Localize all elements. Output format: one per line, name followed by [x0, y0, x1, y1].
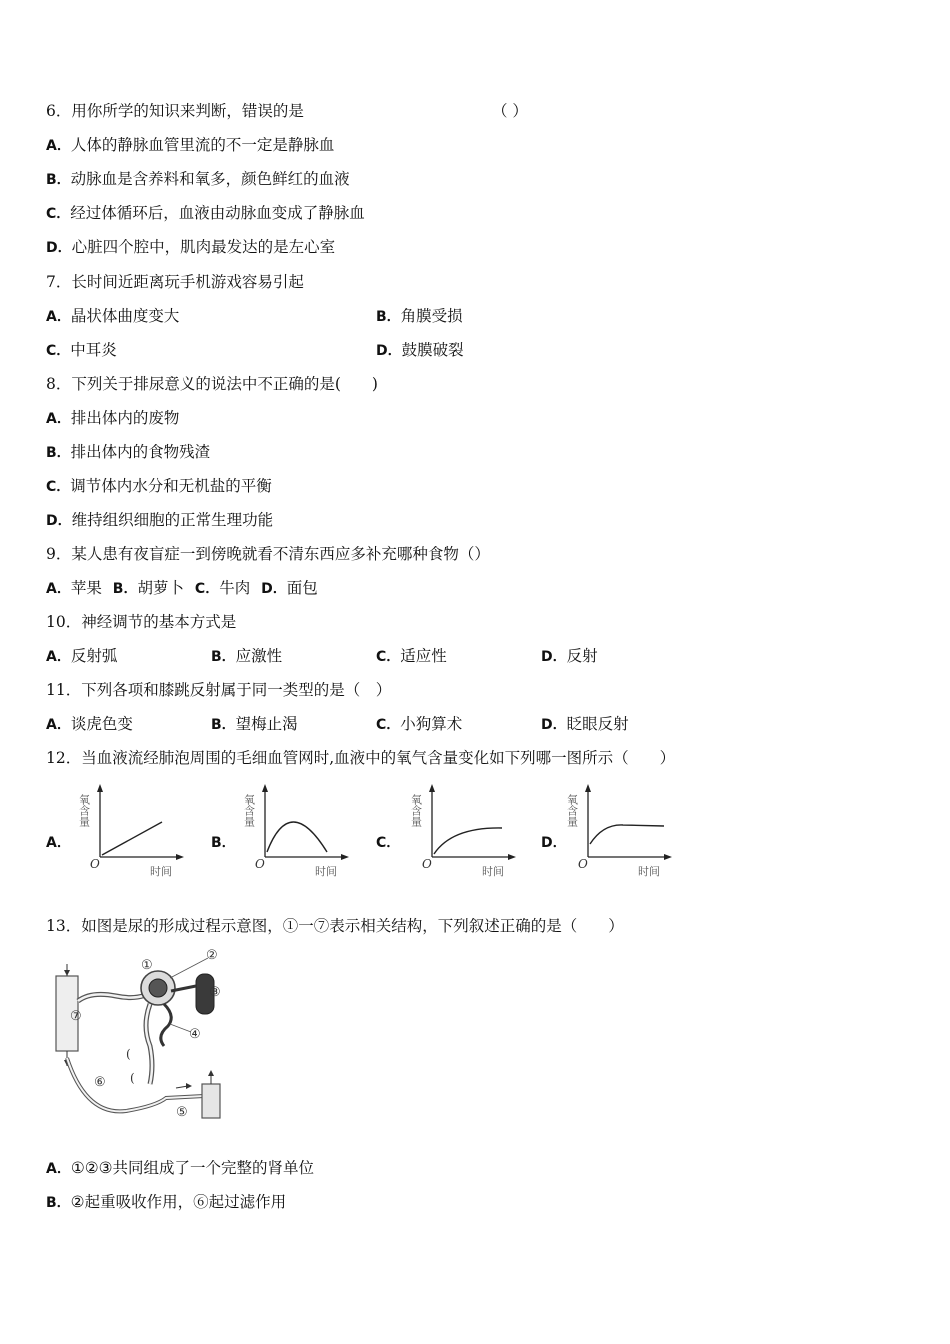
q10-option-c: C．适应性: [376, 647, 447, 665]
marker-5: ⑤: [176, 1105, 188, 1120]
x-axis-label: 时间: [315, 865, 337, 878]
marker-2: ②: [206, 948, 218, 963]
q7-option-b: B．角膜受损: [376, 307, 463, 325]
y-axis-arrow-icon: [429, 784, 435, 792]
q11-option-a: A．谈虎色变: [46, 715, 133, 733]
q12-graph-c-label: C．: [376, 835, 401, 851]
tube-6: [67, 1058, 204, 1111]
q13-option-a: A．①②③共同组成了一个完整的肾单位: [46, 1159, 315, 1177]
y-axis-label: 氧含量: [242, 794, 256, 827]
arrow-up-icon: [208, 1070, 214, 1076]
q10-option-d: D．反射: [541, 647, 598, 665]
marker-4: ④: [189, 1027, 201, 1042]
x-axis-arrow-icon: [508, 854, 516, 860]
y-axis-arrow-icon: [262, 784, 268, 792]
q7-option-a: A．晶状体曲度变大: [46, 307, 180, 325]
marker-3: ③: [209, 985, 221, 1000]
q10-option-b: B．应激性: [211, 647, 283, 665]
arrow-left-icon: (: [126, 1047, 131, 1061]
q11-stem: 11．下列各项和膝跳反射属于同一类型的是（ ）: [46, 681, 392, 699]
q8-option-b: B．排出体内的食物残渣: [46, 443, 211, 461]
origin-label: O: [255, 857, 265, 871]
y-axis-arrow-icon: [585, 784, 591, 792]
q12-graph-b-label: B．: [211, 835, 236, 851]
glomerulus: [149, 979, 167, 997]
y-axis-label: 氧含量: [565, 794, 579, 827]
q8-stem: 8．下列关于排尿意义的说法中不正确的是( ): [46, 375, 378, 393]
origin-label: O: [578, 857, 588, 871]
origin-label: O: [90, 857, 100, 871]
y-axis-label: 氧含量: [409, 794, 423, 827]
q7-stem: 7．长时间近距离玩手机游戏容易引起: [46, 273, 304, 291]
q10-option-a: A．反射弧: [46, 647, 118, 665]
x-axis-arrow-icon: [341, 854, 349, 860]
q7-option-c: C．中耳炎: [46, 341, 117, 359]
q11-option-d: D．眨眼反射: [541, 715, 629, 733]
renal-vein: [202, 1084, 220, 1118]
origin-label: O: [422, 857, 432, 871]
q11-option-c: C．小狗算术: [376, 715, 463, 733]
curve-linear: [102, 822, 162, 855]
q12-graph-a-label: A．: [46, 835, 71, 851]
curve-plateau: [434, 828, 502, 854]
x-axis-label: 时间: [482, 865, 504, 878]
q12-graph-b: [242, 782, 355, 882]
q11-option-b: B．望梅止渴: [211, 715, 298, 733]
x-axis-arrow-icon: [664, 854, 672, 860]
q12-graph-a: [77, 782, 190, 882]
curve-high-plateau: [590, 825, 664, 844]
curve-peak: [267, 822, 327, 852]
q12-graph-d-label: D．: [541, 835, 567, 851]
y-axis-label: 氧含量: [77, 794, 91, 827]
q8-option-d: D．维持组织细胞的正常生理功能: [46, 511, 274, 529]
q9-options: A．苹果 B．胡萝卜 C．牛肉 D．面包: [46, 579, 318, 597]
q6-option-a: A．人体的静脉血管里流的不一定是静脉血: [46, 136, 335, 154]
q6-option-b: B．动脉血是含养料和氧多，颜色鲜红的血液: [46, 170, 350, 188]
q8-option-a: A．排出体内的废物: [46, 409, 180, 427]
q12-graph-c: [409, 782, 522, 882]
marker-1: ①: [141, 958, 153, 973]
nephron-diagram: [46, 946, 246, 1136]
q12-stem: 12．当血液流经肺泡周围的毛细血管网时,血液中的氧气含量变化如下列哪一图所示（ ）: [46, 749, 676, 767]
x-axis-label: 时间: [150, 865, 172, 878]
q13-stem: 13．如图是尿的形成过程示意图，①一⑦表示相关结构，下列叙述正确的是（ ）: [46, 917, 624, 935]
capillary-network: [161, 1004, 171, 1046]
x-axis-label: 时间: [638, 865, 660, 878]
marker-7: ⑦: [70, 1009, 82, 1024]
q12-graph-d: [565, 782, 678, 882]
arrow-right-icon: [186, 1083, 192, 1089]
q6-option-c: C．经过体循环后，血液由动脉血变成了静脉血: [46, 204, 365, 222]
q6-option-d: D．心脏四个腔中，肌肉最发达的是左心室: [46, 238, 336, 256]
x-axis-arrow-icon: [176, 854, 184, 860]
q6-stem: 6．用你所学的知识来判断，错误的是: [46, 102, 304, 120]
q10-stem: 10．神经调节的基本方式是: [46, 613, 237, 631]
y-axis-arrow-icon: [97, 784, 103, 792]
q6-answer-paren: （ ）: [492, 102, 528, 120]
arrow-left-icon: (: [130, 1071, 135, 1085]
q7-option-d: D．鼓膜破裂: [376, 341, 464, 359]
marker-6: ⑥: [94, 1075, 106, 1090]
arrow-down-icon: [64, 970, 70, 976]
q8-option-c: C．调节体内水分和无机盐的平衡: [46, 477, 272, 495]
q9-stem: 9．某人患有夜盲症一到傍晚就看不清东西应多补充哪种食物（）: [46, 545, 490, 563]
q13-option-b: B．②起重吸收作用，⑥起过滤作用: [46, 1193, 287, 1211]
